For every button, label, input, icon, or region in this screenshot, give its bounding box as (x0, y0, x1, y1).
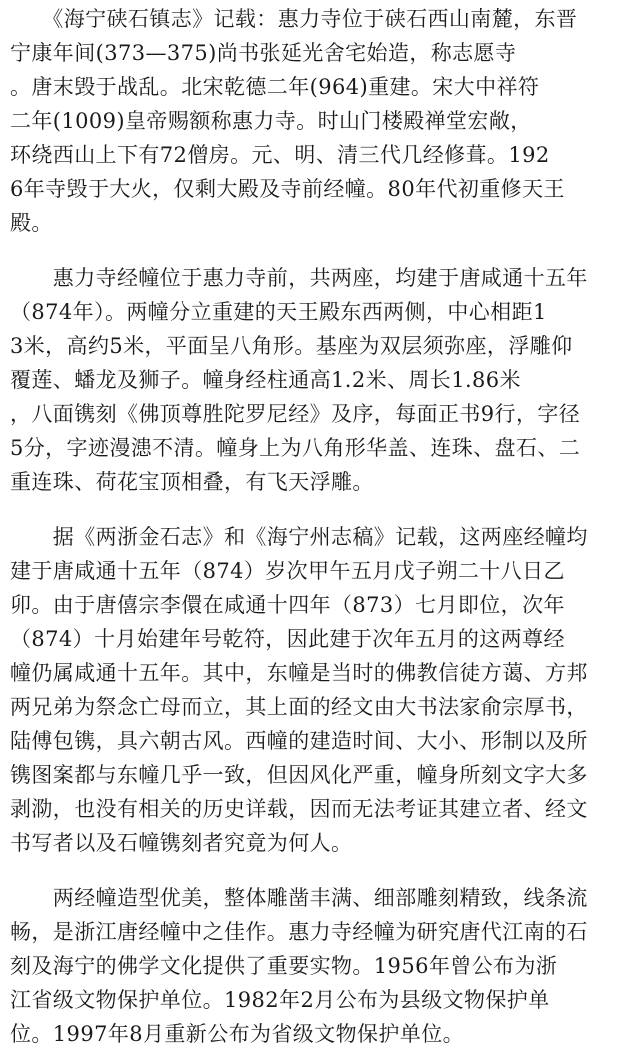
paragraph-3-line-1: 据《两浙金石志》和《海宁州志稿》记载，这两座经幢均 (10, 525, 588, 549)
paragraph-1-line-2: 宁康年间(373—375)尚书张延光舍宅始造，称志愿寺 (10, 41, 517, 65)
paragraph-1-line-6: 6年寺毁于大火，仅剩大殿及寺前经幢。80年代初重修天王 (10, 177, 565, 201)
paragraph-4-line-3: 刻及海宁的佛学文化提供了重要实物。1956年曾公布为浙 (10, 954, 558, 978)
paragraph-4-line-1: 两经幢造型优美，整体雕凿丰满、细部雕刻精致，线条流 (10, 886, 588, 910)
paragraph-3-line-6: 两兄弟为祭念亡母而立，其上面的经文由大书法家俞宗厚书， (10, 695, 588, 719)
paragraph-3-line-5: 幢仍属咸通十五年。其中，东幢是当时的佛教信徒方蔼、方邦 (10, 661, 588, 685)
paragraph-3-line-2: 建于唐咸通十五年（874）岁次甲午五月戊子朔二十八日乙 (10, 559, 565, 583)
paragraph-4-line-4: 江省级文物保护单位。1982年2月公布为县级文物保护单 (10, 988, 550, 1012)
paragraph-4-line-2: 畅，是浙江唐经幢中之佳作。惠力寺经幢为研究唐代江南的石 (10, 920, 588, 944)
paragraph-1-line-3: 。唐末毁于战乱。北宋乾德二年(964)重建。宋大中祥符 (10, 75, 540, 99)
paragraph-2-line-6: 5分，字迹漫漶不清。幢身上为八角形华盖、连珠、盘石、二 (10, 436, 581, 460)
paragraph-3-line-4: （874）十月始建年号乾符，因此建于次年五月的这两尊经 (10, 627, 565, 651)
paragraph-1-line-1: 《海宁硖石镇志》记载：惠力寺位于硖石西山南麓，东晋 (10, 7, 578, 31)
paragraph-2-line-7: 重连珠、荷花宝顶相叠，有飞天浮雕。 (10, 470, 374, 494)
paragraph-2-line-1: 惠力寺经幢位于惠力寺前，共两座，均建于唐咸通十五年 (10, 266, 588, 290)
paragraph-1-line-7: 殿。 (10, 211, 53, 235)
paragraph-4-line-5: 位。1997年8月重新公布为省级文物保护单位。 (10, 1022, 465, 1046)
paragraph-3-line-3: 卯。由于唐僖宗李儇在咸通十四年（873）七月即位，次年 (10, 593, 565, 617)
paragraph-2-line-3: 3米，高约5米，平面呈八角形。基座为双层须弥座，浮雕仰 (10, 334, 573, 358)
paragraph-3-line-7: 陆傅包镌，具六朝古风。西幢的建造时间、大小、形制以及所 (10, 729, 588, 753)
paragraph-1-line-4: 二年(1009)皇帝赐额称惠力寺。时山门楼殿禅堂宏敞， (10, 109, 532, 133)
paragraph-2-line-2: （874年）。两幢分立重建的天王殿东西两侧，中心相距1 (10, 300, 547, 324)
paragraph-1-line-5: 环绕西山上下有72僧房。元、明、清三代几经修葺。192 (10, 143, 550, 167)
paragraph-3-line-10: 书写者以及石幢镌刻者究竟为何人。 (10, 831, 353, 855)
paragraph-2-line-4: 覆莲、蟠龙及狮子。幢身经柱通高1.2米、周长1.86米 (10, 368, 521, 392)
paragraph-3-line-9: 剥泐，也没有相关的历史详载，因而无法考证其建立者、经文 (10, 797, 588, 821)
paragraph-3-line-8: 镌图案都与东幢几乎一致，但因风化严重，幢身所刻文字大多 (10, 763, 588, 787)
paragraph-2-line-5: ，八面镌刻《佛顶尊胜陀罗尼经》及序，每面正书9行，字径 (10, 402, 581, 426)
